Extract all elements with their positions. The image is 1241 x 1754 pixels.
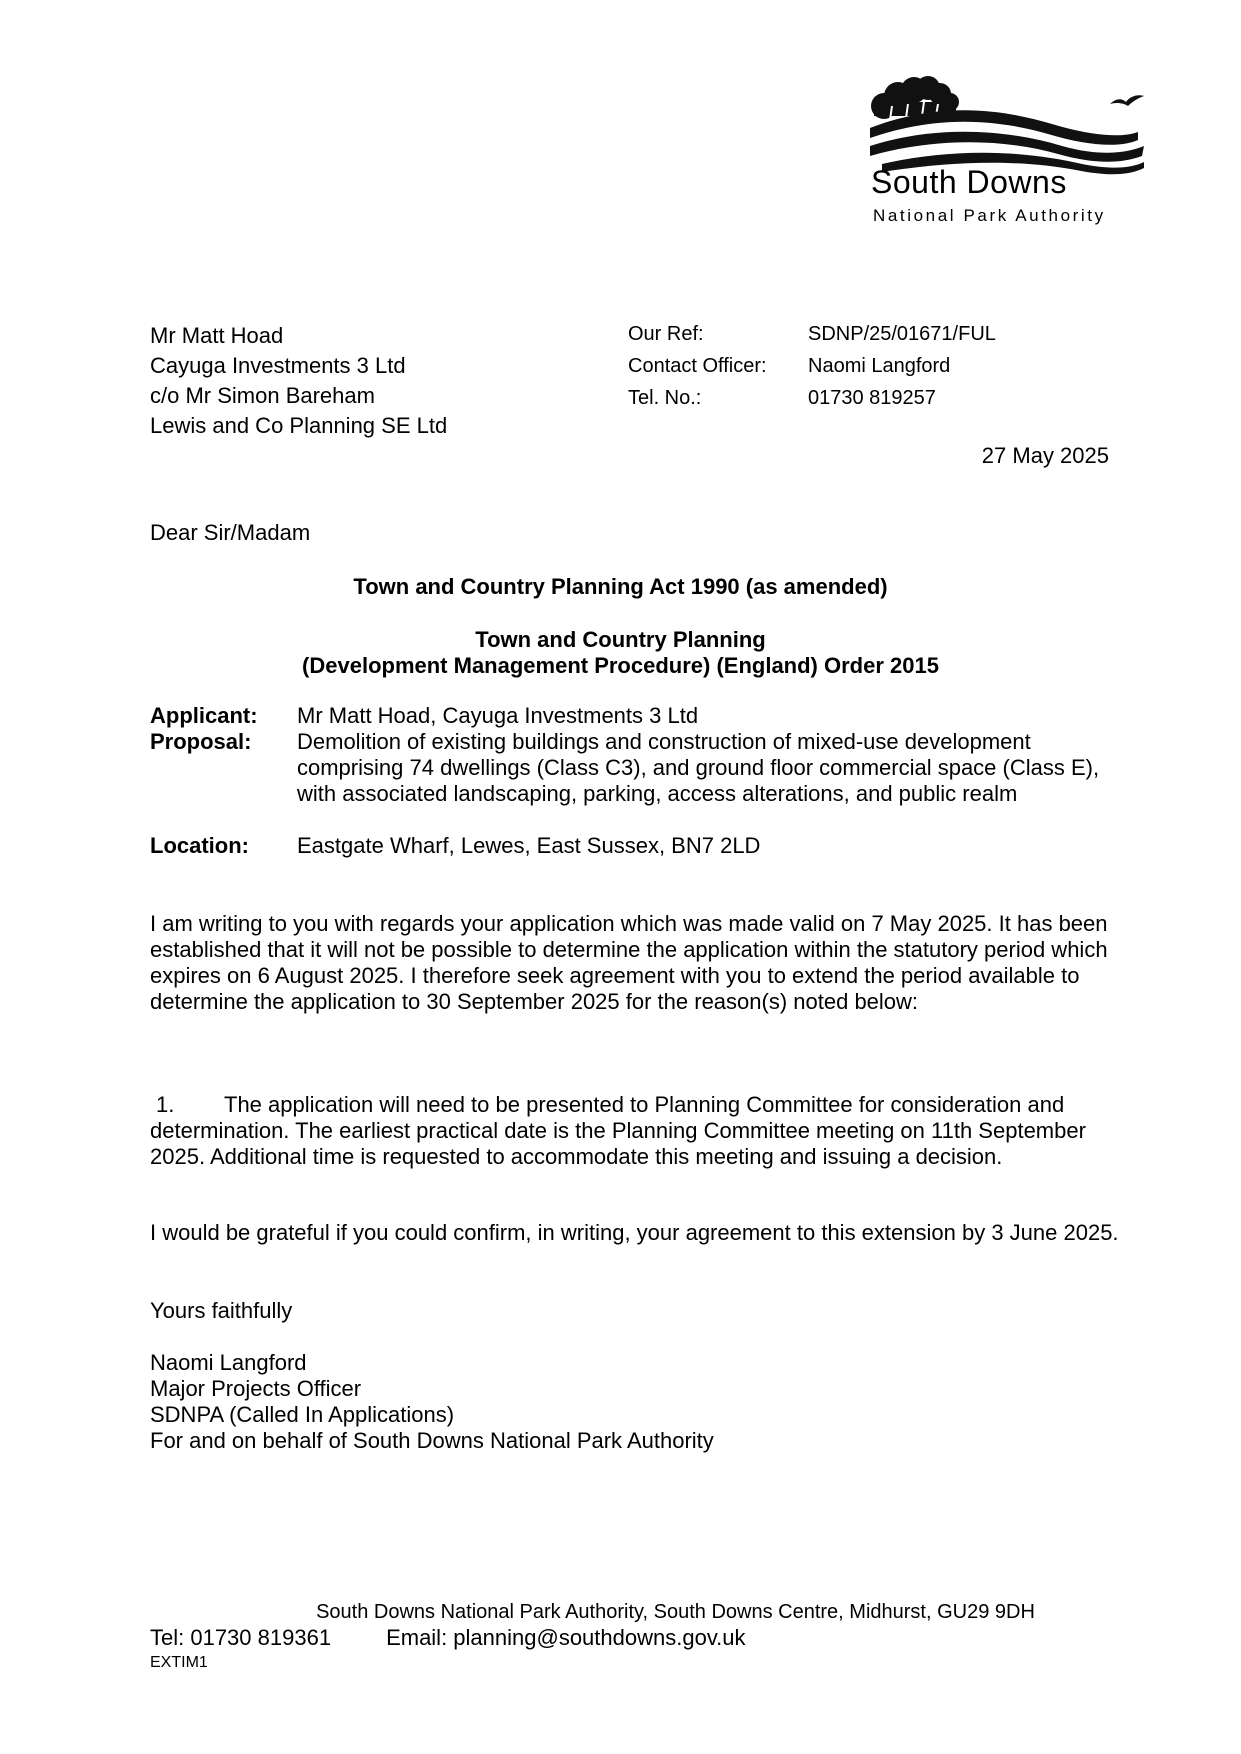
footer-tel: Tel: 01730 819361 bbox=[150, 1625, 332, 1650]
location-row bbox=[150, 833, 1140, 859]
signatory-title: Major Projects Officer bbox=[150, 1376, 362, 1401]
act-heading: Town and Country Planning Act 1990 (as amended) bbox=[353, 574, 888, 599]
logo-subtitle: National Park Authority bbox=[873, 206, 1106, 225]
recipient-line: Cayuga Investments 3 Ltd bbox=[150, 353, 406, 378]
signatory-department: SDNPA (Called In Applications) bbox=[150, 1402, 455, 1427]
body-paragraph-1: I am writing to you with regards your application which was made valid on 7 May 2025. It has been established that it will not be possible to determine the application within the statutory period which expires on 6 August 2025. I therefore seek agreement with you to extend the period available to determine the application to 30 September 2025 for the reason(s) noted below: bbox=[150, 911, 1108, 1014]
proposal-row bbox=[150, 729, 1140, 807]
reference-block bbox=[628, 318, 996, 414]
our-ref-value: SDNP/25/01671/FUL bbox=[808, 323, 996, 345]
proposal-value: Demolition of existing buildings and construction of mixed-use development comprising 74 dwellings (Class C3), and ground floor commercial space (Class E), with associated landscaping, parking, access alterations, and public realm bbox=[297, 729, 1100, 806]
contact-officer-value: Naomi Langford bbox=[808, 355, 951, 377]
tel-value: 01730 819257 bbox=[808, 387, 936, 409]
reason-text: The application will need to be presented to Planning Committee for consideration and determination. The earliest practical date is the Planning Committee meeting on 11th September 2025. Additional time is requested to accommodate this meeting and issuing a decision. bbox=[150, 1092, 1086, 1169]
our-ref-row bbox=[628, 318, 996, 350]
recipient-address bbox=[150, 321, 447, 441]
our-ref-label: Our Ref: bbox=[628, 323, 704, 345]
tel-row bbox=[628, 382, 996, 414]
applicant-row bbox=[150, 703, 1140, 729]
contact-officer-row bbox=[628, 350, 996, 382]
closing: Yours faithfully bbox=[150, 1298, 293, 1323]
reason-item bbox=[150, 1092, 1130, 1170]
order-heading-line1: Town and Country Planning bbox=[475, 627, 766, 652]
recipient-line: Lewis and Co Planning SE Ltd bbox=[150, 413, 448, 438]
signatory-name: Naomi Langford bbox=[150, 1350, 307, 1375]
applicant-value: Mr Matt Hoad, Cayuga Investments 3 Ltd bbox=[297, 703, 699, 728]
application-details bbox=[150, 703, 1140, 859]
footer-code: EXTIM1 bbox=[150, 1654, 208, 1671]
recipient-line: Mr Matt Hoad bbox=[150, 323, 284, 348]
applicant-label: Applicant: bbox=[150, 703, 258, 728]
letter-date: 27 May 2025 bbox=[981, 443, 1109, 468]
footer-address: South Downs National Park Authority, South Downs Centre, Midhurst, GU29 9DH bbox=[316, 1601, 1035, 1623]
tel-label: Tel. No.: bbox=[628, 387, 702, 409]
proposal-label: Proposal: bbox=[150, 729, 252, 754]
order-heading-line2: (Development Management Procedure) (England) Order 2015 bbox=[302, 653, 939, 678]
signature-block bbox=[150, 1350, 714, 1454]
body-paragraph-3: I would be grateful if you could confirm, in writing, your agreement to this extension by 3 June 2025. bbox=[150, 1220, 1119, 1245]
salutation: Dear Sir/Madam bbox=[150, 520, 311, 545]
location-label: Location: bbox=[150, 833, 249, 858]
contact-officer-label: Contact Officer: bbox=[628, 355, 767, 377]
footer-contact bbox=[150, 1624, 746, 1652]
reason-number: 1. bbox=[156, 1092, 175, 1117]
footer-email[interactable]: Email: planning@southdowns.gov.uk bbox=[386, 1625, 746, 1650]
recipient-line: c/o Mr Simon Bareham bbox=[150, 383, 375, 408]
location-value: Eastgate Wharf, Lewes, East Sussex, BN7 2LD bbox=[297, 833, 761, 858]
signatory-behalf: For and on behalf of South Downs National Park Authority bbox=[150, 1428, 714, 1453]
logo-title: South Downs bbox=[871, 164, 1067, 200]
